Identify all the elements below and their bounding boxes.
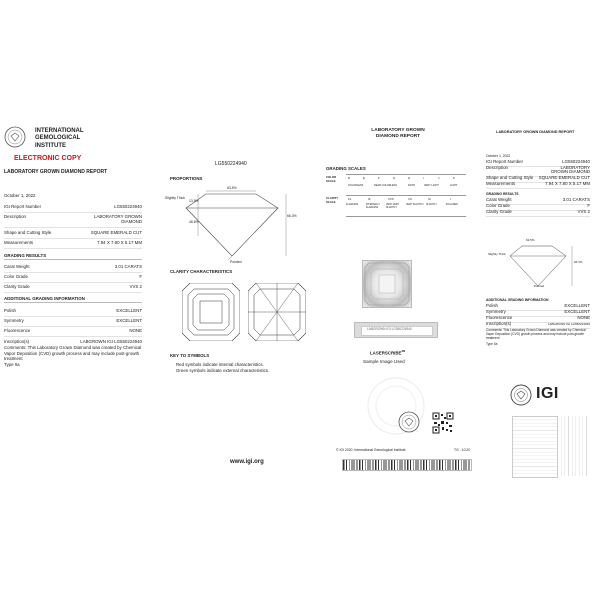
right-field-value: 7.94 X 7.80 X 5.17 MM xyxy=(545,181,590,186)
right-grading-results xyxy=(486,198,590,220)
field-row xyxy=(4,203,142,213)
center-header xyxy=(358,128,438,140)
igi-logo-text: IGI xyxy=(536,385,559,402)
clarity-grade: VS xyxy=(408,197,412,201)
report-number-header: LG550224940 xyxy=(215,161,247,167)
igi-seal-icon xyxy=(4,126,26,148)
additional-value: NONE xyxy=(129,328,142,333)
grading-value: VVS 2 xyxy=(129,284,142,289)
field-value: LABORATORY GROWN DIAMOND xyxy=(94,214,142,224)
table-pct-label: 63.5% xyxy=(227,186,237,190)
field-row xyxy=(4,229,142,239)
rotated-summary-block xyxy=(558,416,588,476)
right-additional-value: NONE xyxy=(577,315,590,320)
right-additional-label: Symmetry xyxy=(486,309,506,314)
right-header: LABORATORY GROWN DIAMOND REPORT xyxy=(496,130,575,134)
color-grade: G xyxy=(393,176,396,180)
center-scales-panel xyxy=(316,126,476,471)
electronic-copy-label: ELECTRONIC COPY xyxy=(14,155,82,162)
grading-results xyxy=(4,263,142,295)
right-proportions-diagram xyxy=(506,242,576,288)
clarity-grade: FL xyxy=(348,197,352,201)
color-word: FAINT xyxy=(408,184,416,187)
clarity-scale-label: CLARITY SCALE xyxy=(326,196,339,204)
field-row xyxy=(4,213,142,228)
color-word: COLORLESS xyxy=(348,184,364,187)
right-grading-title: GRADING RESULTS xyxy=(486,192,519,196)
right-grading-value: 3.01 CARATS xyxy=(562,197,590,202)
color-word: LIGHT xyxy=(450,184,458,187)
right-field-label: Shape and Cutting Style xyxy=(486,175,534,180)
field-value: SQUARE EMERALD CUT xyxy=(90,230,142,235)
additional-row xyxy=(4,307,142,317)
middle-diagram-panel xyxy=(160,150,310,480)
grading-results-title: GRADING RESULTS xyxy=(4,253,142,260)
key-line: Green symbols indicate external characteristics. xyxy=(176,368,270,373)
inscription-row xyxy=(4,339,142,345)
igi-small-seal-icon xyxy=(398,411,420,433)
org-name-line: GEMOLOGICAL xyxy=(35,135,81,142)
clarity-word: VERY VERY SLIGHTLY xyxy=(386,204,399,209)
additional-grading xyxy=(4,307,142,339)
pavilion-pct-label: 48.5% xyxy=(189,220,199,224)
grading-label: Color Grade xyxy=(4,274,28,279)
color-grade: H xyxy=(408,176,411,180)
diamond-type: Type IIa xyxy=(4,362,20,367)
laser-inscription-text: LABGROWN IGI LG550224940 xyxy=(367,327,412,331)
inscription-value: LABGROWN IGI LG550224940 xyxy=(80,339,142,344)
emerald-cut-facets-icon xyxy=(363,261,411,307)
field-row xyxy=(4,239,142,249)
right-field-row xyxy=(486,182,590,189)
right-additional-label: Polish xyxy=(486,303,498,308)
grading-value: 3.01 CARATS xyxy=(114,264,142,269)
key-line: Red symbols indicate internal characteristics. xyxy=(176,362,264,367)
left-report-panel xyxy=(4,126,154,376)
color-word: VERY LIGHT xyxy=(424,184,439,187)
additional-label: Symmetry xyxy=(4,318,24,323)
right-diamond-type: Type IIa xyxy=(486,342,498,346)
qr-code-icon[interactable] xyxy=(432,412,454,434)
girdle-label: Slightly Thick xyxy=(165,196,185,200)
additional-label: Polish xyxy=(4,308,16,313)
right-additional-title: ADDITIONAL GRADING INFORMATION xyxy=(486,298,549,302)
color-grade: F xyxy=(378,176,380,180)
report-title: LABORATORY GROWN DIAMOND REPORT xyxy=(4,169,108,175)
additional-label: Fluorescence xyxy=(4,328,31,333)
additional-row xyxy=(4,327,142,337)
clarity-grade: I xyxy=(450,197,451,201)
color-scale xyxy=(346,174,466,196)
field-value: LG550224940 xyxy=(114,204,142,209)
sample-image-caption: Sample Image Used xyxy=(363,359,405,364)
clarity-plot-crown xyxy=(182,283,240,341)
proportions-title: PROPORTIONS xyxy=(170,176,203,181)
right-grading-value: F xyxy=(587,203,590,208)
right-date: October 1, 2022 xyxy=(486,154,511,158)
diamond-photo xyxy=(362,260,412,308)
clarity-word: SLIGHTLY xyxy=(426,204,437,206)
igi-logo-seal-icon xyxy=(510,384,532,406)
right-field-value: LG550224940 xyxy=(562,159,590,164)
color-grade: D xyxy=(348,176,351,180)
clarity-word: FLAWLESS xyxy=(346,204,359,206)
org-name-line: INSTITUTE xyxy=(35,142,66,149)
field-label: Shape and Cutting Style xyxy=(4,230,52,235)
clarity-word: INCLUDED xyxy=(446,204,458,206)
right-field-label: Description xyxy=(486,165,508,170)
right-grading-label: Carat Weight xyxy=(486,197,512,202)
right-grading-row xyxy=(486,210,590,217)
grading-row xyxy=(4,263,142,273)
website-label[interactable]: www.igi.org xyxy=(230,459,264,465)
identity-fields xyxy=(4,203,142,253)
color-grade: K xyxy=(453,176,455,180)
right-additional-value: EXCELLENT xyxy=(564,303,590,308)
culet-label: Pointed xyxy=(230,260,242,264)
right-summary-panel xyxy=(484,126,596,471)
clarity-characteristics-title: CLARITY CHARACTERISTICS xyxy=(170,269,233,274)
additional-value: EXCELLENT xyxy=(116,308,142,313)
additional-row xyxy=(4,317,142,327)
color-grade: J xyxy=(438,176,440,180)
barcode-strip xyxy=(342,459,472,471)
right-field-label: Measurements xyxy=(486,181,516,186)
clarity-scale xyxy=(346,196,466,217)
field-label: Description xyxy=(4,214,26,219)
org-name-line: INTERNATIONAL xyxy=(35,128,84,134)
report-date: October 1, 2022 xyxy=(4,193,36,198)
right-field-value: LABORATORY GROWN DIAMOND xyxy=(550,165,590,174)
color-word: NEAR COLORLESS xyxy=(374,184,397,187)
clarity-grade: VVS xyxy=(388,197,394,201)
key-to-symbols-title: KEY TO SYMBOLS xyxy=(170,353,210,358)
laserscribe-label xyxy=(370,350,405,355)
grading-label: Carat Weight xyxy=(4,264,30,269)
inscription-label: Inscription(s) xyxy=(4,339,30,344)
right-girdle-label: Slightly Thick xyxy=(488,252,506,256)
color-grade: E xyxy=(363,176,365,180)
field-value: 7.94 X 7.80 X 5.17 MM xyxy=(97,240,142,245)
crown-pct-label: 13.5% xyxy=(189,199,199,203)
clarity-word: VERY SLIGHTLY xyxy=(406,204,424,206)
right-additional-value: EXCELLENT xyxy=(564,309,590,314)
right-table-pct: 63.5% xyxy=(526,238,535,242)
right-grading-label: Color Grade xyxy=(486,203,510,208)
field-label: Measurements xyxy=(4,240,34,245)
laser-inscription-strip xyxy=(354,322,438,338)
additional-grading-title: ADDITIONAL GRADING INFORMATION xyxy=(4,296,142,303)
right-additional-value: LABGROWN IGI LG550224940 xyxy=(547,322,590,326)
laserscribe-sup: SM xyxy=(401,350,406,353)
comments: Comments: This Laboratory Grown Diamond was created by Chemical Vapor Deposition (CVD) growth process and may include post-growth treatment xyxy=(4,345,142,362)
grading-label: Clarity Grade xyxy=(4,284,30,289)
depth-pct-label: 66.3% xyxy=(287,214,297,218)
field-label: IGI Report Number xyxy=(4,204,42,209)
right-comments: Comments: This Laboratory Grown Diamond was created by Chemical Vapor Deposition (CVD) growth process and may include post-growth treatment xyxy=(486,328,586,340)
right-grading-label: Clarity Grade xyxy=(486,209,512,214)
grading-scales-title: GRADING SCALES xyxy=(326,166,366,171)
right-depth-pct: 66.3% xyxy=(574,260,583,264)
clarity-grade: SI xyxy=(428,197,431,201)
grading-row xyxy=(4,283,142,293)
copyright-text: © IGI 2020, International Gemological Institute xyxy=(336,448,406,452)
right-additional-label: Fluorescence xyxy=(486,315,513,320)
laserscribe-text: LASERSCRIBE xyxy=(370,350,402,356)
color-scale-label: COLOR SCALE xyxy=(326,175,337,183)
org-name xyxy=(35,128,84,150)
clarity-grade: IF xyxy=(368,197,371,201)
rotated-summary-block xyxy=(512,416,558,478)
clarity-plot-pavilion xyxy=(248,283,306,341)
grading-row xyxy=(4,273,142,283)
color-grade: I xyxy=(423,176,424,180)
right-culet-label: Pointed xyxy=(534,284,545,288)
center-header-line: LABORATORY GROWN xyxy=(371,128,425,133)
right-additional-label: Inscription(s) xyxy=(486,321,512,326)
right-grading-value: VVS 2 xyxy=(577,209,590,214)
center-header-line: DIAMOND REPORT xyxy=(375,134,421,139)
additional-value: EXCELLENT xyxy=(116,318,142,323)
form-code: TG - 10.20 xyxy=(454,448,471,452)
right-field-label: IGI Report Number xyxy=(486,159,524,164)
watermark-seal-icon xyxy=(356,376,436,436)
grading-value: F xyxy=(139,274,142,279)
clarity-word: INTERNALLY FLAWLESS xyxy=(366,204,380,209)
right-field-value: SQUARE EMERALD CUT xyxy=(538,175,590,180)
